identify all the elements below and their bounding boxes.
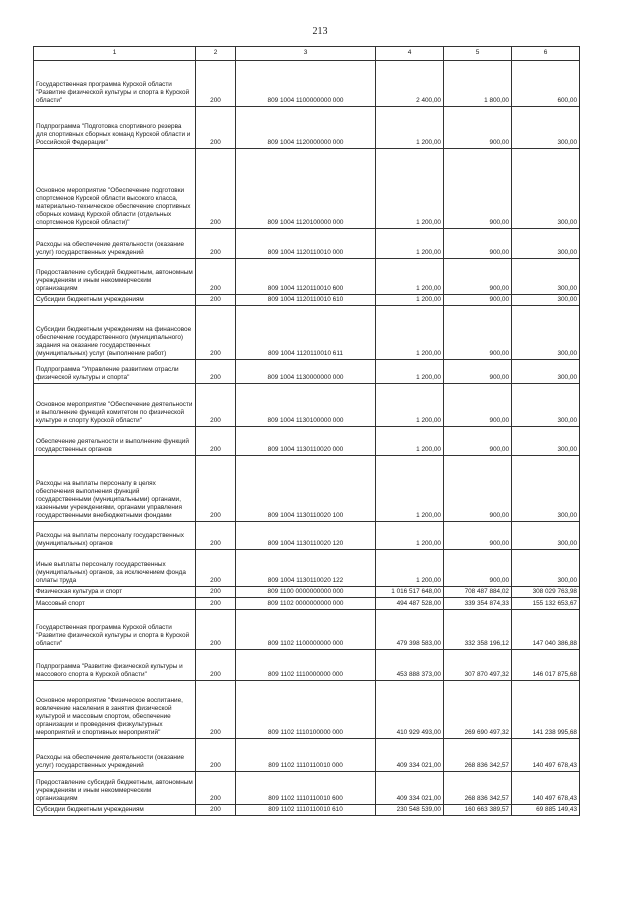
row-name-cell: Основное мероприятие "Обеспечение деятельности и выполнение функций комитетом по физической культуре и спорту Курской области"	[34, 384, 196, 427]
row-amount-cell: 140 497 678,43	[512, 772, 580, 805]
row-name-cell: Предоставление субсидий бюджетным, автономным учреждениям и иным некоммерческим организациям	[34, 259, 196, 295]
row-name-cell: Расходы на обеспечение деятельности (оказание услуг) государственных учреждений	[34, 229, 196, 259]
table-row	[34, 772, 580, 805]
row-classification-cell: 809 1004 1120110010 610	[236, 295, 376, 306]
row-amount-cell: 900,00	[444, 360, 512, 384]
table-row	[34, 456, 580, 522]
row-classification-cell: 809 1004 1130110020 100	[236, 456, 376, 522]
row-amount-cell: 300,00	[512, 259, 580, 295]
row-amount-cell: 300,00	[512, 522, 580, 550]
row-amount-cell: 900,00	[444, 295, 512, 306]
row-amount-cell: 1 200,00	[376, 149, 444, 229]
row-amount-cell: 1 200,00	[376, 427, 444, 456]
row-code-cell: 200	[196, 522, 236, 550]
row-name-cell: Расходы на выплаты персоналу государственных (муниципальных) органов	[34, 522, 196, 550]
table-row	[34, 610, 580, 650]
row-amount-cell: 307 870 497,32	[444, 650, 512, 681]
row-name-cell: Государственная программа Курской области "Развитие физической культуры и спорта в Курской области"	[34, 61, 196, 107]
row-code-cell: 200	[196, 149, 236, 229]
row-classification-cell: 809 1004 1130110020 120	[236, 522, 376, 550]
row-amount-cell: 900,00	[444, 384, 512, 427]
row-name-cell: Расходы на обеспечение деятельности (оказание услуг) государственных учреждений	[34, 739, 196, 772]
row-amount-cell: 1 200,00	[376, 107, 444, 149]
table-row	[34, 259, 580, 295]
row-code-cell: 200	[196, 681, 236, 739]
row-classification-cell: 809 1102 1110100000 000	[236, 681, 376, 739]
row-amount-cell: 1 200,00	[376, 306, 444, 360]
row-name-cell: Субсидии бюджетным учреждениям	[34, 295, 196, 306]
row-classification-cell: 809 1004 1120110010 600	[236, 259, 376, 295]
row-name-cell: Подпрограмма "Управление развитием отрасли физической культуры и спорта"	[34, 360, 196, 384]
row-name-cell: Субсидии бюджетным учреждениям	[34, 805, 196, 816]
row-amount-cell: 1 016 517 648,00	[376, 587, 444, 598]
row-classification-cell: 809 1102 1110110010 000	[236, 739, 376, 772]
row-amount-cell: 900,00	[444, 259, 512, 295]
row-code-cell: 200	[196, 550, 236, 587]
row-classification-cell: 809 1100 0000000000 000	[236, 587, 376, 598]
row-name-cell: Иные выплаты персоналу государственных (муниципальных) органов, за исключением фонда оплаты труда	[34, 550, 196, 587]
row-code-cell: 200	[196, 295, 236, 306]
row-amount-cell: 300,00	[512, 427, 580, 456]
row-amount-cell: 494 487 528,00	[376, 598, 444, 610]
column-number: 2	[196, 47, 236, 61]
row-code-cell: 200	[196, 360, 236, 384]
row-amount-cell: 147 040 386,88	[512, 610, 580, 650]
budget-table-body	[34, 47, 580, 816]
row-code-cell: 200	[196, 259, 236, 295]
table-row	[34, 384, 580, 427]
row-name-cell: Субсидии бюджетным учреждениям на финансовое обеспечение государственного (муниципального) задания на оказание государственных (муниципальных) услуг (выполнение работ)	[34, 306, 196, 360]
row-amount-cell: 269 690 497,32	[444, 681, 512, 739]
row-amount-cell: 230 548 539,00	[376, 805, 444, 816]
row-code-cell: 200	[196, 610, 236, 650]
table-row	[34, 61, 580, 107]
row-code-cell: 200	[196, 805, 236, 816]
row-amount-cell: 141 238 995,68	[512, 681, 580, 739]
row-amount-cell: 1 200,00	[376, 522, 444, 550]
row-code-cell: 200	[196, 306, 236, 360]
table-row	[34, 550, 580, 587]
table-row	[34, 587, 580, 598]
column-number: 3	[236, 47, 376, 61]
row-amount-cell: 409 334 021,00	[376, 772, 444, 805]
row-name-cell: Обеспечение деятельности и выполнение функций государственных органов	[34, 427, 196, 456]
row-name-cell: Государственная программа Курской области "Развитие физической культуры и спорта в Курской области"	[34, 610, 196, 650]
row-amount-cell: 409 334 021,00	[376, 739, 444, 772]
row-amount-cell: 69 885 149,43	[512, 805, 580, 816]
row-amount-cell: 268 836 342,57	[444, 772, 512, 805]
row-classification-cell: 809 1004 1120110010 000	[236, 229, 376, 259]
row-amount-cell: 300,00	[512, 107, 580, 149]
column-number: 4	[376, 47, 444, 61]
row-amount-cell: 708 487 884,02	[444, 587, 512, 598]
row-classification-cell: 809 1004 1120100000 000	[236, 149, 376, 229]
row-amount-cell: 900,00	[444, 306, 512, 360]
row-amount-cell: 300,00	[512, 149, 580, 229]
row-amount-cell: 146 017 875,68	[512, 650, 580, 681]
table-row	[34, 650, 580, 681]
row-amount-cell: 479 398 583,00	[376, 610, 444, 650]
row-amount-cell: 1 200,00	[376, 229, 444, 259]
row-amount-cell: 1 200,00	[376, 259, 444, 295]
row-name-cell: Предоставление субсидий бюджетным, автономным учреждениям и иным некоммерческим организациям	[34, 772, 196, 805]
row-amount-cell: 155 132 653,67	[512, 598, 580, 610]
row-amount-cell: 410 929 493,00	[376, 681, 444, 739]
table-row	[34, 739, 580, 772]
row-amount-cell: 900,00	[444, 229, 512, 259]
row-name-cell: Физическая культура и спорт	[34, 587, 196, 598]
row-amount-cell: 1 200,00	[376, 295, 444, 306]
column-number: 1	[34, 47, 196, 61]
row-amount-cell: 900,00	[444, 550, 512, 587]
row-amount-cell: 339 354 874,33	[444, 598, 512, 610]
budget-table	[33, 46, 580, 816]
row-classification-cell: 809 1102 1100000000 000	[236, 610, 376, 650]
row-amount-cell: 1 800,00	[444, 61, 512, 107]
row-amount-cell: 300,00	[512, 384, 580, 427]
row-code-cell: 200	[196, 61, 236, 107]
row-amount-cell: 308 029 763,98	[512, 587, 580, 598]
row-code-cell: 200	[196, 650, 236, 681]
row-amount-cell: 1 200,00	[376, 550, 444, 587]
row-amount-cell: 268 836 342,57	[444, 739, 512, 772]
row-amount-cell: 900,00	[444, 456, 512, 522]
row-code-cell: 200	[196, 456, 236, 522]
row-amount-cell: 1 200,00	[376, 456, 444, 522]
row-name-cell: Подпрограмма "Развитие физической культуры и массового спорта в Курской области"	[34, 650, 196, 681]
row-classification-cell: 809 1004 1120000000 000	[236, 107, 376, 149]
row-amount-cell: 300,00	[512, 550, 580, 587]
column-number: 5	[444, 47, 512, 61]
row-classification-cell: 809 1004 1120110010 611	[236, 306, 376, 360]
table-row	[34, 229, 580, 259]
row-classification-cell: 809 1004 1130100000 000	[236, 384, 376, 427]
table-row	[34, 306, 580, 360]
row-amount-cell: 900,00	[444, 522, 512, 550]
row-code-cell: 200	[196, 598, 236, 610]
row-amount-cell: 1 200,00	[376, 384, 444, 427]
row-amount-cell: 453 888 373,00	[376, 650, 444, 681]
row-name-cell: Основное мероприятие "Обеспечение подготовки спортсменов Курской области высокого класса, материально-техническое обеспечение спортивных сборных команд Курской области (отдельных спортсменов Курской области)"	[34, 149, 196, 229]
row-amount-cell: 900,00	[444, 149, 512, 229]
row-code-cell: 200	[196, 107, 236, 149]
row-code-cell: 200	[196, 229, 236, 259]
row-classification-cell: 809 1004 1130000000 000	[236, 360, 376, 384]
row-name-cell: Основное мероприятие "Физическое воспитание, вовлечение населения в занятия физической культурой и массовым спортом, обеспечение организации и проведения физкультурных мероприятий и спортивных мероприятий"	[34, 681, 196, 739]
row-code-cell: 200	[196, 587, 236, 598]
row-name-cell: Массовый спорт	[34, 598, 196, 610]
column-number-row	[34, 47, 580, 61]
row-classification-cell: 809 1004 1130110020 000	[236, 427, 376, 456]
row-amount-cell: 332 358 196,12	[444, 610, 512, 650]
row-code-cell: 200	[196, 384, 236, 427]
table-row	[34, 598, 580, 610]
table-row	[34, 681, 580, 739]
table-row	[34, 522, 580, 550]
row-classification-cell: 809 1004 1100000000 000	[236, 61, 376, 107]
row-amount-cell: 300,00	[512, 229, 580, 259]
row-amount-cell: 900,00	[444, 107, 512, 149]
row-amount-cell: 300,00	[512, 306, 580, 360]
row-classification-cell: 809 1102 1110110010 600	[236, 772, 376, 805]
column-number: 6	[512, 47, 580, 61]
row-amount-cell: 300,00	[512, 456, 580, 522]
page-number: 213	[312, 26, 328, 37]
row-amount-cell: 300,00	[512, 295, 580, 306]
table-row	[34, 107, 580, 149]
row-amount-cell: 2 400,00	[376, 61, 444, 107]
table-row	[34, 295, 580, 306]
table-row	[34, 360, 580, 384]
row-amount-cell: 160 663 389,57	[444, 805, 512, 816]
row-amount-cell: 1 200,00	[376, 360, 444, 384]
table-row	[34, 149, 580, 229]
row-name-cell: Подпрограмма "Подготовка спортивного резерва для спортивных сборных команд Курской области и Российской Федерации"	[34, 107, 196, 149]
row-name-cell: Расходы на выплаты персоналу в целях обеспечения выполнения функций государственными (муниципальными) органами, казенными учреждениями, органами управления государственными внебюджетными фондами	[34, 456, 196, 522]
row-code-cell: 200	[196, 772, 236, 805]
row-amount-cell: 140 497 678,43	[512, 739, 580, 772]
row-code-cell: 200	[196, 739, 236, 772]
row-amount-cell: 900,00	[444, 427, 512, 456]
row-code-cell: 200	[196, 427, 236, 456]
table-row	[34, 805, 580, 816]
table-row	[34, 427, 580, 456]
row-amount-cell: 300,00	[512, 360, 580, 384]
row-classification-cell: 809 1004 1130110020 122	[236, 550, 376, 587]
row-classification-cell: 809 1102 1110000000 000	[236, 650, 376, 681]
row-classification-cell: 809 1102 1110110010 610	[236, 805, 376, 816]
row-classification-cell: 809 1102 0000000000 000	[236, 598, 376, 610]
row-amount-cell: 600,00	[512, 61, 580, 107]
